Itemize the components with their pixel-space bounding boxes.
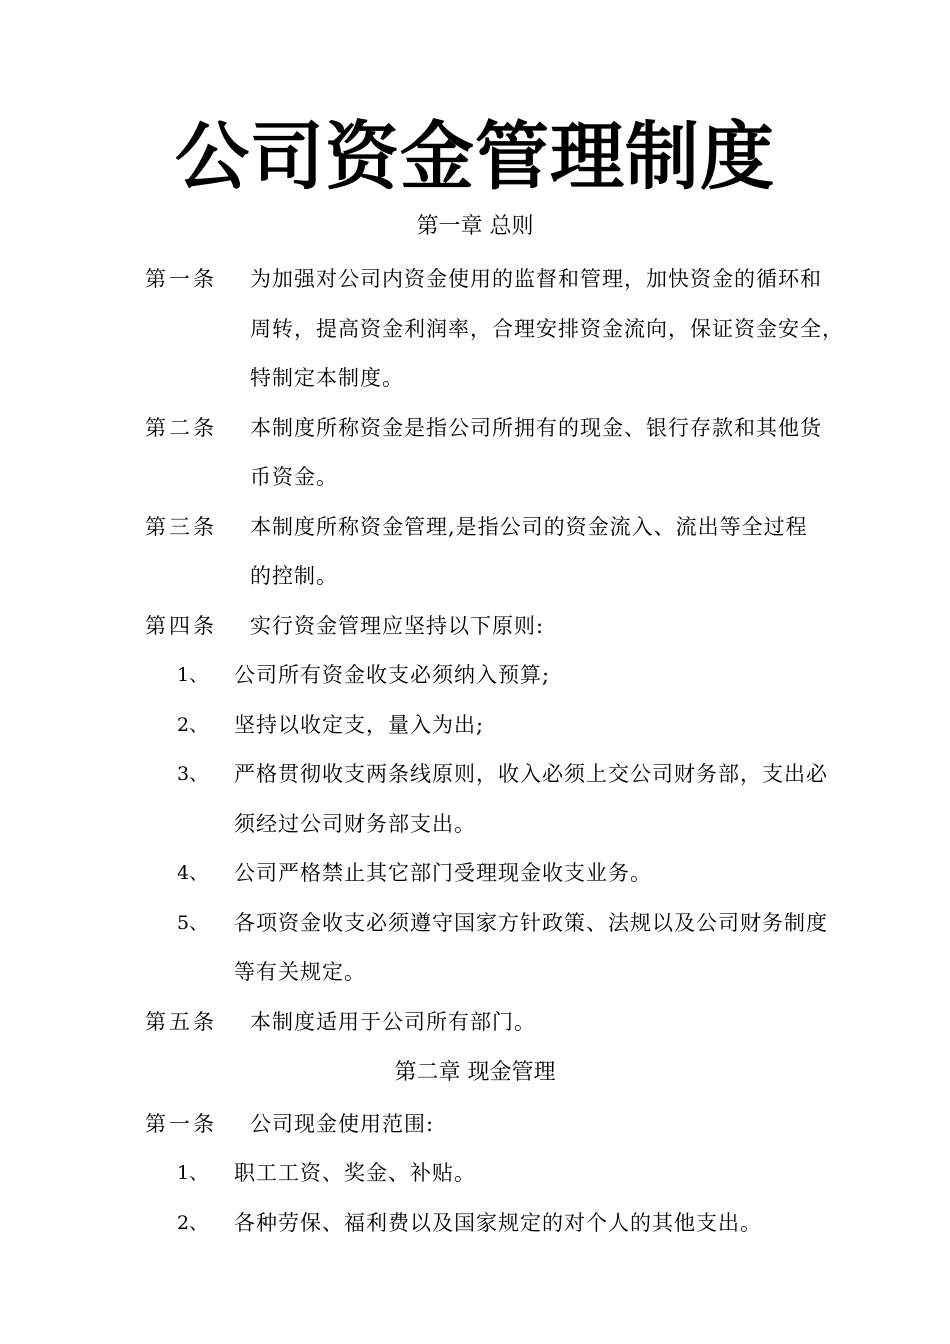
chapter-2-heading: 第二章 现金管理 xyxy=(394,1060,556,1085)
article-text-line: 周转，提高资金利润率，合理安排资金流向，保证资金安全， xyxy=(250,317,844,341)
article-label: 第四条 xyxy=(145,614,217,638)
article-label: 第二条 xyxy=(145,416,217,440)
article-text-line: 本制度所称资金管理,是指公司的资金流入、流出等全过程 xyxy=(250,515,808,539)
article-text-line: 的控制。 xyxy=(250,564,338,588)
list-item-text: 严格贯彻收支两条线原则，收入必须上交公司财务部，支出必 xyxy=(234,762,828,786)
list-item-text: 等有关规定。 xyxy=(234,960,366,984)
chapter-1-heading: 第一章 总则 xyxy=(416,214,534,239)
list-item-text: 公司所有资金收支必须纳入预算; xyxy=(234,663,551,687)
list-item-number: 1、 xyxy=(177,664,209,686)
article-text-line: 实行资金管理应坚持以下原则: xyxy=(250,614,545,638)
article-label: 第五条 xyxy=(145,1010,217,1034)
article-text-line: 为加强对公司内资金使用的监督和管理，加快资金的循环和 xyxy=(250,267,822,291)
list-item-text: 公司严格禁止其它部门受理现金收支业务。 xyxy=(234,861,652,885)
article-text-line: 本制度适用于公司所有部门。 xyxy=(250,1010,536,1034)
article-text-line: 币资金。 xyxy=(250,465,338,489)
list-item-text: 各种劳保、福利费以及国家规定的对个人的其他支出。 xyxy=(234,1211,762,1235)
list-item-text: 须经过公司财务部支出。 xyxy=(234,812,476,836)
list-item-number: 2、 xyxy=(177,714,209,736)
list-item-number: 2、 xyxy=(177,1212,209,1234)
document-title: 公司资金管理制度 xyxy=(175,114,775,200)
list-item-text: 各项资金收支必须遵守国家方针政策、法规以及公司财务制度 xyxy=(234,911,828,935)
list-item-number: 5、 xyxy=(177,912,209,934)
list-item-text: 职工工资、奖金、补贴。 xyxy=(234,1161,476,1185)
article-text-line: 本制度所称资金是指公司所拥有的现金、银行存款和其他货 xyxy=(250,416,822,440)
list-item-number: 4、 xyxy=(177,862,209,884)
list-item-number: 1、 xyxy=(177,1162,209,1184)
list-item-text: 坚持以收定支，量入为出; xyxy=(234,713,485,737)
article-label: 第一条 xyxy=(145,1112,217,1136)
article-label: 第一条 xyxy=(145,267,217,291)
list-item-number: 3、 xyxy=(177,763,209,785)
article-label: 第三条 xyxy=(145,515,217,539)
article-text-line: 特制定本制度。 xyxy=(250,366,404,390)
article-text-line: 公司现金使用范围: xyxy=(250,1112,435,1136)
